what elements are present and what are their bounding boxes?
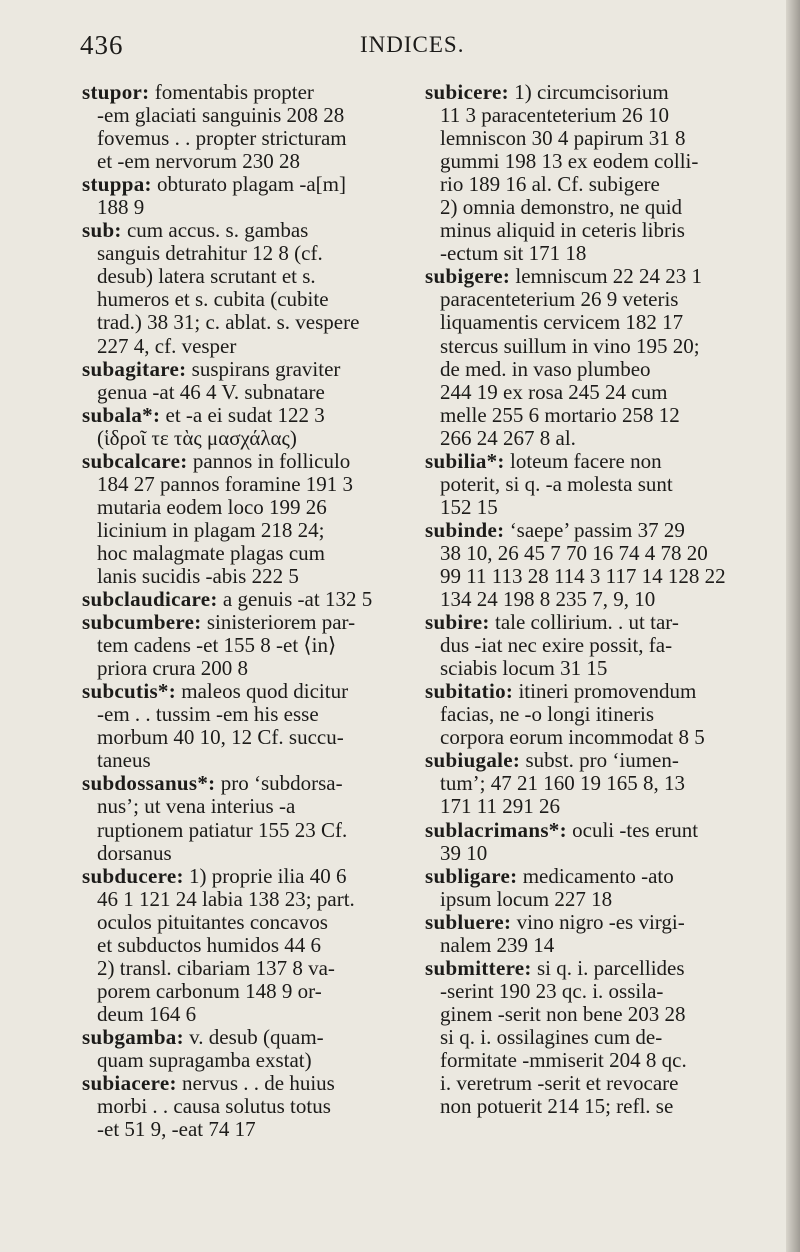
index-continuation-line: trad.) 38 31; c. ablat. s. vespere: [97, 310, 360, 335]
index-continuation-line: (ἱδροῖ τε τὰς μασχάλας): [97, 425, 297, 450]
index-entry-line: subicere: 1) circumcisorium: [425, 80, 669, 104]
index-continuation-line: quam supragamba exstat): [97, 1047, 312, 1072]
headword: stuppa:: [82, 172, 152, 197]
index-entry-line: subligare: medicamento -ato: [425, 863, 674, 888]
headword: subcumbere:: [82, 610, 202, 635]
index-continuation-line: corpora eorum incommodat 8 5: [440, 725, 705, 750]
headword: sub:: [82, 218, 122, 243]
index-entry-line: subagitare: suspirans graviter: [82, 356, 341, 381]
index-continuation-line: licinium in plagam 218 24;: [97, 517, 325, 542]
index-continuation-line: melle 255 6 mortario 258 12: [440, 402, 680, 427]
index-entry-line: sub: cum accus. s. gambas: [82, 218, 309, 243]
index-continuation-line: -et 51 9, -eat 74 17: [97, 1117, 256, 1142]
index-continuation-line: 11 3 paracenteterium 26 10: [440, 103, 669, 128]
index-continuation-line: 184 27 pannos foramine 191 3: [97, 471, 354, 496]
index-continuation-line: facias, ne -o longi itineris: [440, 702, 655, 727]
running-title: INDICES.: [360, 32, 465, 57]
index-entry-line: subigere: lemniscum 22 24 23 1: [425, 264, 703, 289]
index-continuation-line: 171 11 291 26: [440, 794, 560, 819]
index-continuation-line: fovemus . . propter stricturam: [97, 126, 347, 151]
index-continuation-line: 38 10, 26 45 7 70 16 74 4 78 20: [440, 540, 708, 565]
page-number: 436: [80, 30, 124, 60]
headword: stupor:: [82, 80, 150, 104]
headword: subiacere:: [82, 1071, 177, 1096]
index-continuation-line: de med. in vaso plumbeo: [440, 356, 651, 381]
index-continuation-line: 2) omnia demonstro, ne quid: [440, 195, 683, 220]
index-continuation-line: -em . . tussim -em his esse: [97, 702, 319, 727]
index-continuation-line: et -em nervorum 230 28: [97, 149, 300, 174]
index-continuation-line: i. veretrum -serit et revocare: [440, 1071, 679, 1096]
headword: subcutis*:: [82, 679, 177, 704]
headword: subluere:: [425, 909, 512, 934]
index-continuation-line: ginem -serit non bene 203 28: [440, 1001, 686, 1026]
index-continuation-line: paracenteterium 26 9 veteris: [440, 287, 679, 312]
index-entry-line: subluere: vino nigro -es virgi-: [425, 909, 685, 934]
index-continuation-line: lemniscon 30 4 papirum 31 8: [440, 126, 686, 151]
index-continuation-line: 188 9: [97, 195, 145, 220]
headword: subinde:: [425, 517, 505, 542]
index-continuation-line: desub) latera scrutant et s.: [97, 264, 316, 289]
headword: subcalcare:: [82, 448, 188, 473]
index-continuation-line: 244 19 ex rosa 245 24 cum: [440, 379, 668, 404]
index-continuation-line: morbi . . causa solutus totus: [97, 1094, 331, 1119]
index-continuation-line: hoc malagmate plagas cum: [97, 540, 325, 565]
index-continuation-line: humeros et s. cubita (cubite: [97, 287, 329, 312]
headword: subitatio:: [425, 679, 514, 704]
index-continuation-line: priora crura 200 8: [97, 656, 249, 681]
index-entry-line: subiugale: subst. pro ‘iumen-: [425, 748, 679, 773]
index-continuation-line: deum 164 6: [97, 1001, 197, 1026]
index-column-right: [425, 81, 770, 1118]
headword: subclaudicare:: [82, 587, 218, 612]
index-continuation-line: porem carbonum 148 9 or-: [97, 978, 322, 1003]
headword: subire:: [425, 610, 490, 635]
index-continuation-line: mutaria eodem loco 199 26: [97, 494, 327, 519]
headword: subigere:: [425, 264, 511, 289]
index-continuation-line: 266 24 267 8 al.: [440, 425, 576, 450]
index-entry-line: sublacrimans*: oculi -tes erunt: [425, 817, 699, 842]
index-continuation-line: et subductos humidos 44 6: [97, 932, 321, 957]
headword: sublacrimans*:: [425, 817, 567, 842]
index-continuation-line: gummi 198 13 ex eodem colli-: [440, 149, 699, 174]
index-continuation-line: si q. i. ossilagines cum de-: [440, 1024, 663, 1049]
index-continuation-line: -ectum sit 171 18: [440, 241, 587, 266]
index-continuation-line: 39 10: [440, 840, 488, 865]
index-entry-line: subire: tale collirium. . ut tar-: [425, 610, 679, 635]
index-continuation-line: formitate -mmiserit 204 8 qc.: [440, 1047, 687, 1072]
index-entry-line: stupor: fomentabis propter: [82, 80, 314, 104]
index-continuation-line: 46 1 121 24 labia 138 23; part.: [97, 886, 355, 911]
index-continuation-line: -em glaciati sanguinis 208 28: [97, 103, 345, 128]
headword: subicere:: [425, 80, 509, 104]
index-continuation-line: -serint 190 23 qc. i. ossila-: [440, 978, 664, 1003]
index-continuation-line: 99 11 113 28 114 3 117 14 128 22: [440, 563, 726, 588]
index-continuation-line: 152 15: [440, 494, 498, 519]
index-column-left: [82, 81, 394, 1141]
index-entry-line: subcumbere: sinisteriorem par-: [82, 610, 356, 635]
index-continuation-line: sciabis locum 31 15: [440, 656, 608, 681]
index-entry-line: subducere: 1) proprie ilia 40 6: [82, 863, 347, 888]
index-continuation-line: 134 24 198 8 235 7, 9, 10: [440, 587, 656, 612]
index-entry-line: subala*: et -a ei sudat 122 3: [82, 402, 325, 427]
index-entry-line: subdossanus*: pro ‘subdorsa-: [82, 771, 343, 796]
headword: subiugale:: [425, 748, 521, 773]
headword: subagitare:: [82, 356, 187, 381]
index-continuation-line: lanis sucidis -abis 222 5: [97, 563, 299, 588]
headword: subdossanus*:: [82, 771, 216, 796]
page-gutter-shadow: [786, 0, 800, 1252]
headword: subgamba:: [82, 1024, 184, 1049]
headword: subala*:: [82, 402, 161, 427]
index-entry-line: subgamba: v. desub (quam-: [82, 1024, 324, 1049]
index-continuation-line: ipsum locum 227 18: [440, 886, 613, 911]
headword: subilia*:: [425, 448, 505, 473]
index-continuation-line: sanguis detrahitur 12 8 (cf.: [97, 241, 323, 266]
index-continuation-line: tum’; 47 21 160 19 165 8, 13: [440, 771, 685, 796]
headword: submittere:: [425, 955, 532, 980]
index-continuation-line: liquamentis cervicem 182 17: [440, 310, 684, 335]
running-head: [0, 30, 800, 70]
index-continuation-line: stercus suillum in vino 195 20;: [440, 333, 700, 358]
index-continuation-line: oculos pituitantes concavos: [97, 909, 328, 934]
headword: subligare:: [425, 863, 518, 888]
index-entry-line: subitatio: itineri promovendum: [425, 679, 697, 704]
index-continuation-line: ruptionem patiatur 155 23 Cf.: [97, 817, 348, 842]
index-entry-line: submittere: si q. i. parcellides: [425, 955, 685, 980]
index-continuation-line: morbum 40 10, 12 Cf. succu-: [97, 725, 344, 750]
index-entry-line: subclaudicare: a genuis -at 132 5: [82, 587, 373, 612]
index-entry-line: subcalcare: pannos in folliculo: [82, 448, 351, 473]
index-continuation-line: tem cadens -et 155 8 -et ⟨in⟩: [97, 633, 337, 658]
index-entry-line: subcutis*: maleos quod dicitur: [82, 679, 349, 704]
index-continuation-line: minus aliquid in ceteris libris: [440, 218, 685, 243]
index-continuation-line: nus’; ut vena interius -a: [97, 794, 296, 819]
index-continuation-line: nalem 239 14: [440, 932, 555, 957]
index-continuation-line: poterit, si q. -a molesta sunt: [440, 471, 673, 496]
index-continuation-line: dus -iat nec exire possit, fa-: [440, 633, 673, 658]
headword: subducere:: [82, 863, 184, 888]
index-entry-line: subinde: ‘saepe’ passim 37 29: [425, 517, 685, 542]
index-entry-line: stuppa: obturato plagam -a[m]: [82, 172, 346, 197]
index-continuation-line: dorsanus: [97, 840, 172, 865]
index-entry-line: subilia*: loteum facere non: [425, 448, 662, 473]
index-entry-line: subiacere: nervus . . de huius: [82, 1071, 335, 1096]
index-continuation-line: 2) transl. cibariam 137 8 va-: [97, 955, 335, 980]
index-continuation-line: rio 189 16 al. Cf. subigere: [440, 172, 660, 197]
index-continuation-line: genua -at 46 4 V. subnatare: [97, 379, 325, 404]
index-continuation-line: non potuerit 214 15; refl. se: [440, 1094, 674, 1119]
index-continuation-line: 227 4, cf. vesper: [97, 333, 237, 358]
index-continuation-line: taneus: [97, 748, 151, 773]
